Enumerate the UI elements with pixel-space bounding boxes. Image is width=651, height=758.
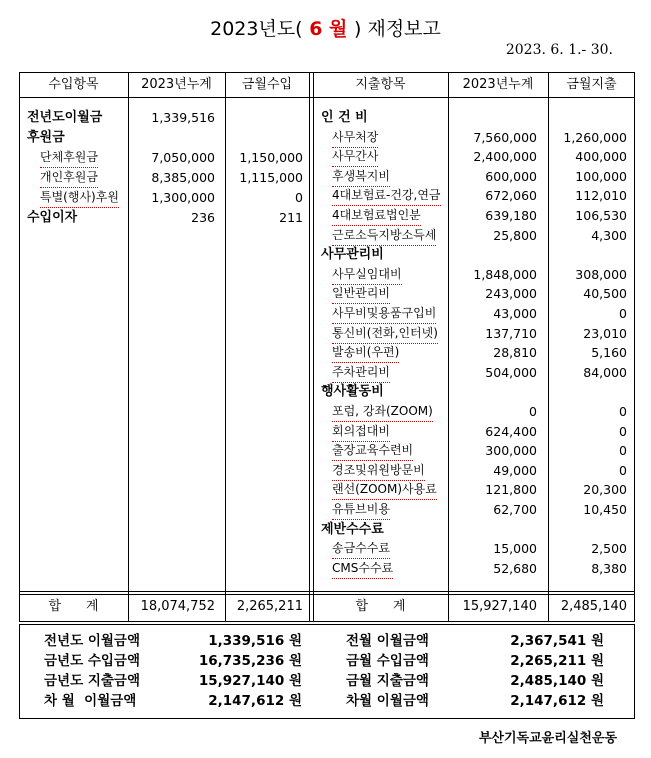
header-income-month: 금월수입: [241, 77, 293, 92]
title-month: 6 월: [302, 18, 355, 40]
expense-row-label: 포럼, 강좌(ZOOM): [332, 402, 433, 422]
income-total-label: 합 계: [48, 599, 99, 614]
expense-row-label: 출장교육수련비: [332, 441, 413, 461]
expense-row-label: 발송비(우편): [332, 343, 399, 363]
expense-row-month: 2,500: [591, 541, 627, 557]
expense-row-cumulative: 672,060: [485, 188, 537, 204]
income-total-cumulative: 18,074,752: [140, 599, 215, 614]
expense-row-month: 10,450: [583, 502, 627, 517]
summary-right-value: 2,147,612 원: [510, 693, 604, 709]
expense-row-label: 인 건 비: [321, 110, 368, 125]
expense-row-label: 후생복지비: [332, 167, 390, 187]
expense-total-label: 합 계: [355, 599, 406, 614]
expense-row-month: 0: [619, 462, 627, 478]
expense-row-label: CMS수수료: [332, 559, 393, 579]
income-row-label: 후원금: [27, 130, 65, 145]
income-row-label: 수입이자: [27, 210, 78, 225]
expense-row-label: 근로소득지방소득세: [332, 226, 436, 246]
header-income-cumulative: 2023년누계: [141, 77, 212, 92]
income-row-label: 단체후원금: [40, 148, 98, 168]
expense-row-cumulative: 7,560,000: [473, 129, 537, 145]
income-total-month: 2,265,211: [236, 599, 303, 614]
summary-right-label: 금월 수입금액: [346, 653, 429, 669]
expense-row-label: 통신비(전화,인터넷): [332, 324, 438, 344]
summary-left-value: 2,147,612 원: [208, 693, 302, 709]
expense-row-cumulative: 300,000: [485, 443, 537, 459]
expense-row-cumulative: 62,700: [493, 502, 537, 517]
expense-row-month: 4,300: [591, 227, 627, 243]
expense-row-month: [548, 108, 627, 127]
expense-row-label: 4대보험료법인분: [332, 206, 421, 226]
summary-right-label: 전월 이월금액: [346, 633, 429, 649]
summary-right-value: 2,485,140 원: [510, 673, 604, 689]
header-expense-item: 지출항목: [355, 77, 406, 92]
expense-row-month: 0: [619, 404, 627, 419]
expense-row-label: 랜선(ZOOM)사용료: [332, 480, 437, 500]
expense-row-month: 400,000: [575, 149, 627, 165]
expense-row-month: [548, 520, 627, 539]
summary-left-value: 15,927,140 원: [198, 673, 302, 689]
expense-row-label: 4대보험료-건강,연금: [332, 186, 441, 206]
expense-row-cumulative: 2,400,000: [473, 149, 537, 165]
income-row-label: 전년도이월금: [27, 110, 103, 125]
expense-row-label: 회의접대비: [332, 422, 390, 442]
expense-row-month: 40,500: [583, 286, 627, 302]
income-row-cumulative: 1,339,516: [151, 110, 215, 125]
income-row-label: 개인후원금: [40, 168, 98, 188]
expense-row-cumulative: 639,180: [485, 208, 537, 223]
expense-row-cumulative: 121,800: [485, 482, 537, 498]
report-title: [0, 14, 651, 41]
expense-row-cumulative: [448, 245, 537, 264]
income-row-month: [225, 128, 303, 147]
title-suffix: ) 재정보고: [354, 18, 441, 40]
income-row-month: 211: [279, 210, 303, 225]
summary-right-label: 금월 지출금액: [346, 673, 429, 689]
income-row-month: [225, 108, 303, 127]
summary-left-label: 전년도 이월금액: [44, 633, 140, 649]
expense-row-cumulative: 1,848,000: [473, 266, 537, 282]
expense-row-label: 사무관리비: [321, 247, 384, 263]
expense-row-label: 제반수수료: [321, 521, 384, 537]
summary-left-label: 차 월 이월금액: [44, 693, 137, 709]
expense-row-cumulative: 28,810: [493, 345, 537, 361]
summary-left-value: 1,339,516 원: [208, 633, 302, 649]
expense-row-cumulative: 137,710: [485, 325, 537, 341]
income-row-month: 1,115,000: [239, 170, 303, 185]
expense-row-cumulative: [448, 382, 537, 401]
expense-row-label: 사무간사: [332, 147, 378, 167]
expense-row-cumulative: 43,000: [493, 306, 537, 321]
summary-right-value: 2,367,541 원: [510, 633, 604, 649]
expense-row-cumulative: 600,000: [485, 168, 537, 184]
expense-row-cumulative: 25,800: [493, 227, 537, 243]
expense-row-month: 100,000: [575, 168, 627, 184]
expense-row-month: 308,000: [575, 266, 627, 282]
income-row-cumulative: 7,050,000: [151, 150, 215, 165]
summary-left-value: 16,735,236 원: [198, 653, 302, 669]
expense-row-cumulative: [448, 520, 537, 539]
expense-row-label: 주차관리비: [332, 363, 390, 383]
expense-row-label: 행사활동비: [321, 384, 384, 400]
header-income-item: 수입항목: [48, 77, 99, 92]
summary-right-value: 2,265,211 원: [510, 653, 604, 669]
income-row-cumulative: 1,300,000: [151, 190, 215, 205]
income-row-month: 0: [295, 190, 303, 205]
header-expense-cumulative: 2023년누계: [462, 77, 534, 92]
expense-row-month: 20,300: [583, 482, 627, 498]
expense-row-cumulative: 15,000: [493, 541, 537, 557]
organization-name: 부산기독교윤리실천운동: [478, 731, 617, 746]
summary-left-label: 금년도 수입금액: [44, 653, 140, 669]
expense-row-label: 경조및위원방문비: [332, 461, 425, 481]
expense-row-month: 1,260,000: [563, 129, 627, 145]
expense-row-label: 송금수수료: [332, 539, 390, 559]
expense-row-month: 0: [619, 443, 627, 459]
expense-row-label: 유튜브비용: [332, 500, 390, 520]
expense-row-label: 사무실임대비: [332, 265, 402, 285]
expense-row-cumulative: 52,680: [493, 560, 537, 576]
income-row-month: 1,150,000: [239, 150, 303, 165]
title-prefix: 2023년도(: [210, 18, 303, 40]
header-expense-month: 금월지출: [566, 77, 617, 92]
expense-total-cumulative: 15,927,140: [462, 599, 537, 614]
expense-row-month: [548, 382, 627, 401]
summary-right-label: 차월 이월금액: [346, 693, 429, 709]
expense-row-month: 112,010: [575, 188, 627, 204]
expense-row-cumulative: 624,400: [485, 423, 537, 439]
expense-row-label: 사무비및용품구입비: [332, 304, 436, 324]
finance-table: [19, 72, 635, 622]
expense-row-month: 23,010: [583, 325, 627, 341]
expense-row-cumulative: 49,000: [493, 462, 537, 478]
expense-row-label: 사무처장: [332, 128, 378, 148]
expense-row-month: 84,000: [583, 364, 627, 380]
income-row-label: 특별(행사)후원: [40, 188, 119, 208]
income-row-cumulative: [128, 128, 215, 147]
expense-row-cumulative: 0: [529, 404, 537, 419]
expense-total-month: 2,485,140: [560, 599, 627, 614]
expense-row-label: 일반관리비: [332, 284, 390, 304]
expense-row-month: 106,530: [575, 208, 627, 223]
income-row-cumulative: 236: [191, 210, 215, 225]
expense-row-cumulative: 243,000: [485, 286, 537, 302]
expense-row-month: 0: [619, 423, 627, 439]
income-row-cumulative: 8,385,000: [151, 170, 215, 185]
expense-row-month: 5,160: [591, 345, 627, 361]
expense-row-cumulative: [448, 108, 537, 127]
expense-row-cumulative: 504,000: [485, 364, 537, 380]
summary-left-label: 금년도 지출금액: [44, 673, 140, 689]
expense-row-month: 8,380: [591, 560, 627, 576]
report-period: 2023. 6. 1.- 30.: [505, 42, 613, 58]
expense-row-month: 0: [619, 306, 627, 321]
expense-row-month: [548, 245, 627, 264]
